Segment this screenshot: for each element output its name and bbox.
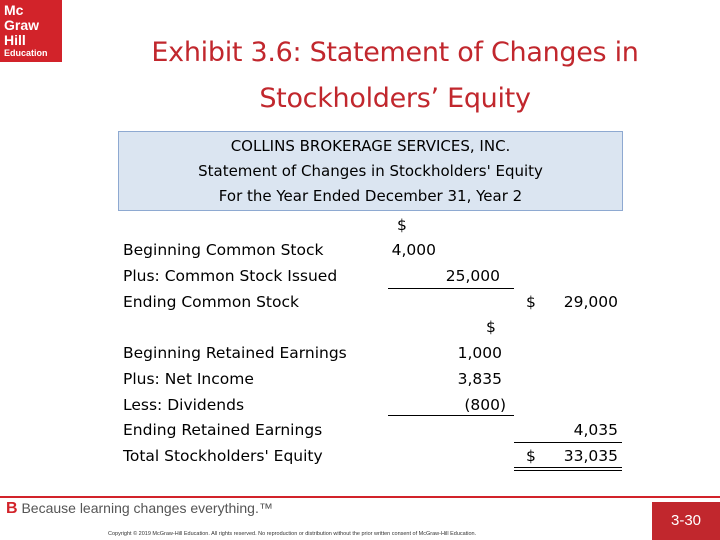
dollar-sign: $ bbox=[486, 318, 496, 336]
slide-title-line1: Exhibit 3.6: Statement of Changes in bbox=[151, 37, 639, 68]
row-label: Beginning Common Stock bbox=[123, 241, 324, 259]
row-amount: 25,000 bbox=[445, 267, 500, 285]
statement-header bbox=[118, 131, 623, 211]
total-dollar-sign: $ bbox=[526, 293, 536, 311]
row-label: Plus: Net Income bbox=[123, 370, 254, 388]
total-dollar-sign: $ bbox=[526, 447, 536, 465]
logo-line1: Mc bbox=[4, 2, 24, 18]
logo-line4: Education bbox=[4, 48, 48, 58]
row-amount: 4,000 bbox=[391, 241, 436, 259]
mcgraw-hill-logo bbox=[0, 0, 62, 62]
row-total: 4,035 bbox=[573, 421, 618, 439]
row-label: Less: Dividends bbox=[123, 396, 245, 414]
footer-tagline bbox=[6, 500, 273, 518]
dollar-sign: $ bbox=[397, 216, 407, 234]
slide-number: 3-30 bbox=[652, 502, 720, 540]
row-label: Ending Retained Earnings bbox=[123, 421, 323, 439]
copyright-notice: Copyright © 2019 McGraw-Hill Education. All rights reserved. No reproduction or distribution without the prior written consent of McGraw-Hill Education. bbox=[108, 531, 477, 537]
double-rule-bottom bbox=[514, 470, 622, 471]
row-label: Beginning Retained Earnings bbox=[123, 344, 347, 362]
row-label: Total Stockholders' Equity bbox=[123, 447, 323, 465]
tagline-b-mark-icon: B bbox=[6, 500, 18, 517]
slide-title-line2: Stockholders’ Equity bbox=[259, 83, 531, 114]
row-amount: (800) bbox=[464, 396, 506, 414]
logo-line3: Hill bbox=[4, 32, 26, 48]
footer-bar bbox=[0, 496, 720, 498]
row-amount: 1,000 bbox=[457, 344, 502, 362]
row-label: Plus: Common Stock Issued bbox=[123, 267, 338, 285]
row-amount: 3,835 bbox=[457, 370, 502, 388]
slide-title bbox=[70, 30, 720, 122]
statement-period: For the Year Ended December 31, Year 2 bbox=[218, 187, 523, 205]
row-label: Ending Common Stock bbox=[123, 293, 299, 311]
row-total: 29,000 bbox=[563, 293, 618, 311]
total-rule bbox=[514, 442, 622, 443]
logo-line2: Graw bbox=[4, 17, 40, 33]
subtotal-rule bbox=[388, 415, 514, 416]
double-rule-top bbox=[514, 467, 622, 468]
subtotal-rule bbox=[388, 288, 514, 289]
statement-name: Statement of Changes in Stockholders' Equity bbox=[198, 162, 543, 180]
tagline-text: Because learning changes everything.™ bbox=[21, 500, 273, 516]
row-total: 33,035 bbox=[563, 447, 618, 465]
statement-company: COLLINS BROKERAGE SERVICES, INC. bbox=[230, 137, 511, 155]
